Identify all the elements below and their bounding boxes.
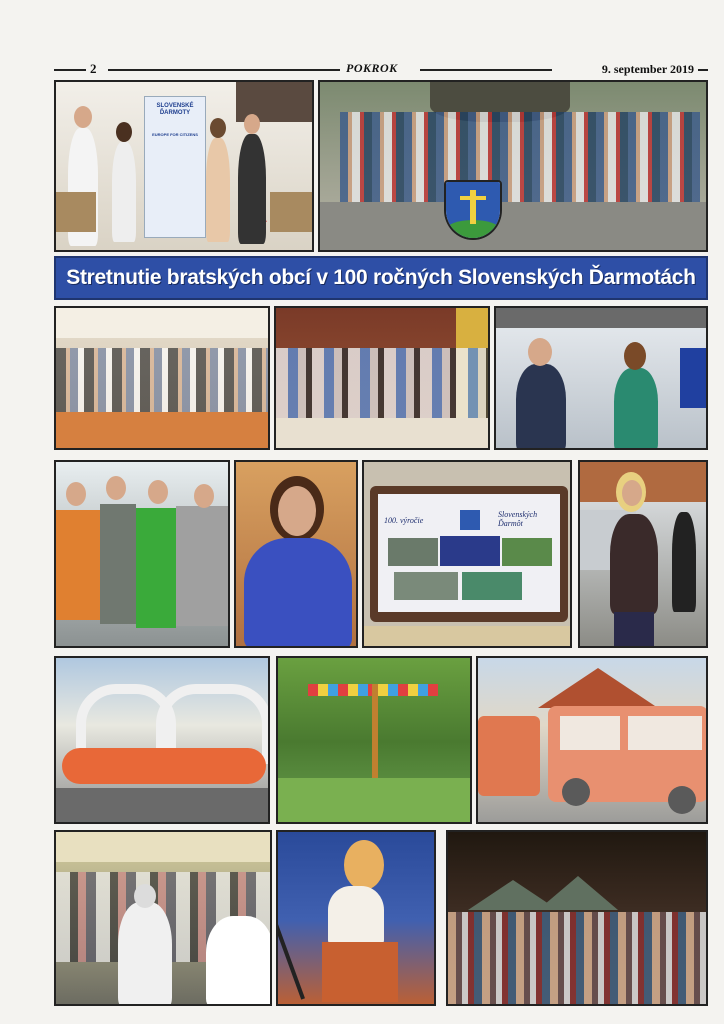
header-rule-mid-right: [420, 69, 552, 71]
photo-moderators: [494, 306, 708, 450]
photo-bouncy-castle: [54, 656, 270, 824]
photo-audience-hall: [54, 306, 270, 450]
article-title: Stretnutie bratských obcí v 100 ročných Slovenských Ďarmotách: [66, 266, 696, 289]
page-header: [54, 62, 708, 76]
masthead: POKROK: [346, 61, 398, 75]
photo-woman-portrait: [234, 460, 358, 648]
photo-concert-performer: [276, 830, 436, 1006]
photo-singer-blonde: [578, 460, 708, 648]
photo-swing-ride: [276, 656, 472, 824]
article-title-bar: [54, 256, 708, 300]
photo-dancing-crowd: [54, 830, 272, 1006]
photo-anniversary-cake: [362, 460, 572, 648]
photo-officials-banner: [54, 80, 314, 252]
photo-night-crowd: [446, 830, 708, 1006]
slovenske-darmoty-banner: SLOVENSKÉ ĎARMOTY EUROPE FOR CITIZENS: [144, 96, 206, 238]
cake-inscription-left: 100. výročie: [384, 516, 424, 525]
issue-date: 9. september 2019: [601, 62, 694, 76]
header-rule-left: [54, 69, 86, 71]
header-rule-mid-left: [108, 69, 340, 71]
photo-aprons: [54, 460, 230, 648]
village-coat-of-arms-icon: [444, 180, 502, 240]
photo-group-gate: [318, 80, 708, 252]
photo-tourist-train: [476, 656, 708, 824]
page-number: 2: [90, 61, 97, 76]
cake-inscription-right: Slovenských Ďarmôt: [498, 510, 538, 528]
photo-stage-ceremony: [274, 306, 490, 450]
header-rule-right: [698, 69, 708, 71]
